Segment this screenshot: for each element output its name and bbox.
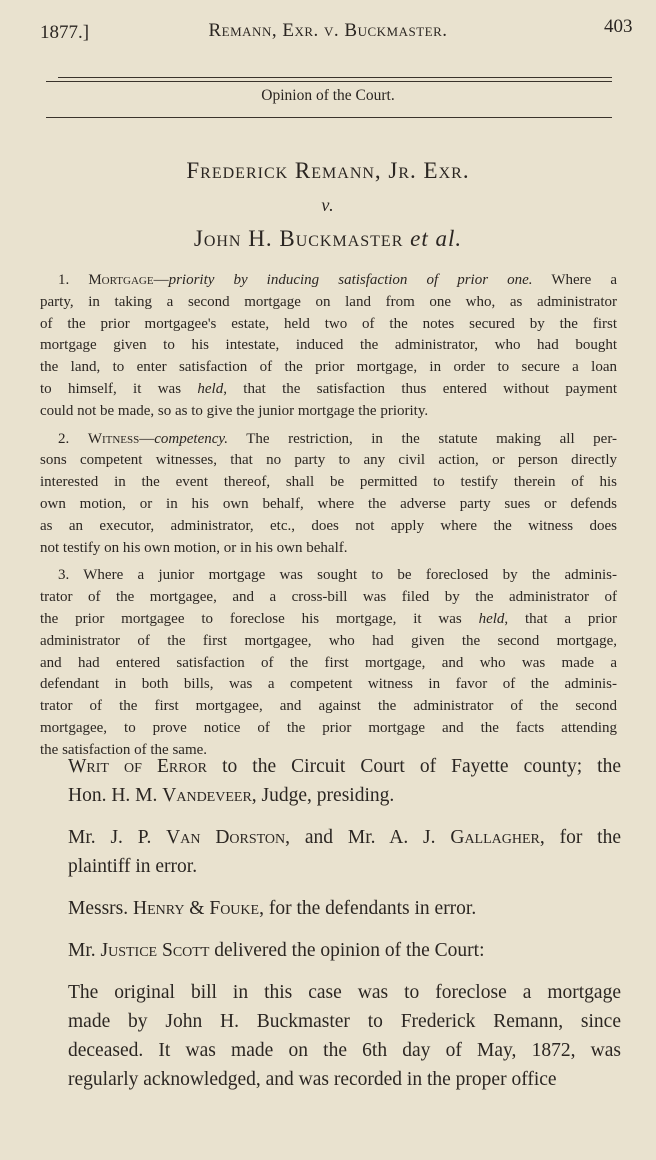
text-span: to the Circuit Court of Fayette county; the (207, 756, 621, 777)
header-rule (58, 77, 612, 78)
text-span: the prior mortgagee to foreclose his mortgage, it was (40, 610, 479, 627)
text-line (40, 516, 617, 538)
text-span: own motion, or in his own behalf, where the adverse party sues or defends (40, 495, 617, 512)
text-line (40, 401, 617, 423)
text-span: Where a (532, 272, 618, 288)
header-rule-thin (46, 81, 612, 82)
text-span: — (153, 272, 169, 288)
small-caps-text: Justice Scott (100, 940, 210, 961)
text-line (40, 429, 617, 451)
text-line (40, 494, 617, 516)
text-line (40, 292, 617, 314)
text-line (40, 631, 617, 653)
headnote (40, 429, 617, 560)
text-span: Messrs. (68, 898, 134, 919)
text-line (68, 852, 621, 881)
small-caps-text: Henry & Fouke (133, 898, 260, 919)
defendant-name: John H. Buckmaster (193, 226, 404, 251)
headnote (40, 565, 617, 761)
text-line (40, 696, 617, 718)
small-caps-text: Witness (87, 430, 140, 447)
text-line (68, 936, 621, 965)
text-span: regularly acknowledged, and was recorded in the proper office (68, 1069, 557, 1090)
text-span: The restriction, in the statute making all per- (227, 430, 618, 447)
text-line (40, 609, 617, 631)
text-line (40, 587, 617, 609)
text-span: 2. (58, 430, 88, 447)
small-caps-text: Van Dorston (166, 827, 286, 848)
text-span: trator of the first mortgagee, and against the administrator of the second (40, 698, 617, 715)
text-span: sons competent witnesses, that no party to any civil action, or person directly (40, 452, 617, 469)
subheading-rule (46, 117, 612, 118)
text-line (40, 718, 617, 740)
text-line (40, 472, 617, 494)
text-span: , for the (539, 827, 622, 848)
defendant-et-al: et al. (410, 226, 463, 251)
text-line (40, 379, 617, 401)
case-versus: v. (321, 195, 335, 215)
section-subheading: Opinion of the Court. (261, 87, 395, 104)
opinion-body (68, 752, 621, 1094)
text-span: made by John H. Buckmaster to Frederick Remann, since (68, 1011, 621, 1032)
text-line (68, 781, 621, 810)
body-paragraph (68, 823, 621, 881)
page-number: 403 (604, 16, 633, 37)
text-span: 3. Where a junior mortgage was sought to be foreclosed by the adminis- (58, 567, 617, 584)
text-line (40, 335, 617, 357)
text-line (68, 823, 621, 852)
text-span: defendant in both bills, was a competent witness in favor of the adminis- (40, 676, 617, 693)
running-title: Remann, Exr. v. Buckmaster. (208, 20, 448, 41)
text-span: delivered the opinion of the Court: (209, 940, 485, 961)
text-span: the satisfaction of the same. (40, 741, 208, 758)
small-caps-text: Gallagher (450, 827, 540, 848)
text-span: — (139, 430, 155, 447)
text-span: to himself, it was (40, 380, 198, 397)
headnotes (40, 270, 617, 762)
text-span: administrator of the first mortgagee, who had given the second mortgage, (40, 632, 617, 649)
text-line (40, 270, 617, 292)
italic-text: competency. (154, 430, 228, 447)
small-caps-text: Vandeveer (162, 785, 252, 806)
italic-text: held (478, 610, 505, 627)
case-plaintiff: Frederick Remann, Jr. Exr. (186, 158, 470, 183)
body-paragraph (68, 894, 621, 923)
body-paragraph (68, 752, 621, 810)
body-paragraph (68, 936, 621, 965)
text-line (68, 752, 621, 781)
text-span: interested in the event thereof, shall be permitted to testify therein of his (40, 474, 617, 491)
text-line (40, 674, 617, 696)
text-span: Mr. J. P. (68, 827, 167, 848)
text-line (40, 653, 617, 675)
text-span: , that a prior (504, 610, 617, 627)
text-span: of the prior mortgagee's estate, held two of the notes secured by the first (40, 315, 617, 332)
text-span: the land, to enter satisfaction of the prior mortgage, in order to secure a loan (40, 359, 617, 376)
small-caps-text: Mortgage (88, 272, 154, 288)
text-span: mortgagee, to prove notice of the prior mortgage and the facts attending (40, 719, 617, 736)
text-span: deceased. It was made on the 6th day of May, 1872, was (68, 1040, 621, 1061)
text-span: , for the defendants in error. (259, 898, 477, 919)
text-span: , Judge, presiding. (251, 785, 395, 806)
text-span: Mr. (68, 940, 101, 961)
text-line (40, 450, 617, 472)
text-line (68, 894, 621, 923)
text-line (68, 1007, 621, 1036)
text-span: , that the satisfaction thus entered without payment (223, 380, 617, 397)
small-caps-text: Writ of Error (68, 756, 208, 777)
text-line (68, 1036, 621, 1065)
text-span: Hon. H. M. (68, 785, 163, 806)
text-line (68, 978, 621, 1007)
text-span: could not be made, so as to give the junior mortgage the priority. (40, 402, 429, 419)
case-defendant (0, 226, 656, 252)
text-span: trator of the mortgagee, and a cross-bill was filed by the administrator of (40, 589, 617, 606)
headnote (40, 270, 617, 423)
text-line (40, 314, 617, 336)
text-span: plaintiff in error. (68, 856, 198, 877)
text-span: The original bill in this case was to foreclose a mortgage (68, 982, 621, 1003)
text-span: not testify on his own motion, or in his own behalf. (40, 539, 348, 556)
text-span: 1. (58, 272, 89, 288)
text-line (40, 565, 617, 587)
body-paragraph (68, 978, 621, 1094)
text-span: party, in taking a second mortgage on land from one who, as administrator (40, 293, 617, 310)
text-line (40, 357, 617, 379)
text-line (68, 1065, 621, 1094)
italic-text: priority by inducing satisfaction of prior one. (168, 272, 533, 288)
header-year: 1877.] (40, 22, 90, 43)
italic-text: held (197, 380, 224, 397)
text-span: and had entered satisfaction of the first mortgage, and who was made a (40, 654, 617, 671)
text-span: as an executor, administrator, etc., does not apply where the witness does (40, 517, 617, 534)
text-line (40, 538, 617, 560)
text-span: mortgage given to his intestate, induced the administrator, who had bought (40, 337, 617, 354)
text-span: , and Mr. A. J. (285, 827, 451, 848)
